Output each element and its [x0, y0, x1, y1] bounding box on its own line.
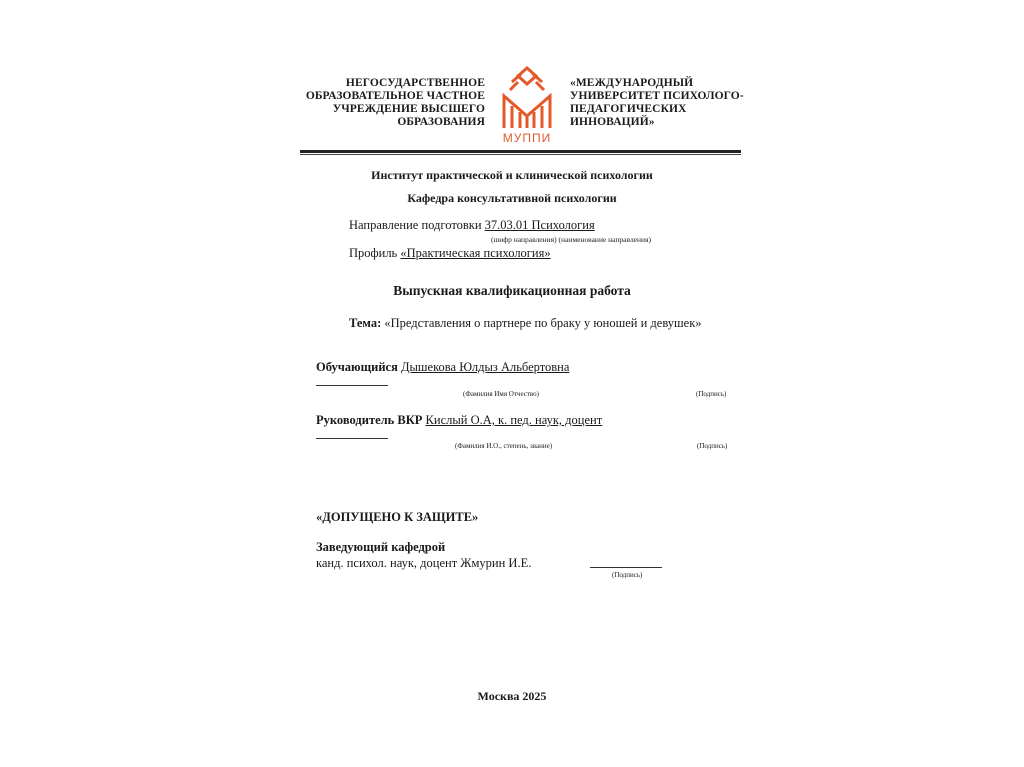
- university-name-block: [570, 77, 755, 129]
- topic-row: [349, 316, 702, 331]
- org-type-line: ОБРАЗОВАТЕЛЬНОЕ ЧАСТНОЕ: [305, 90, 485, 102]
- admitted-to-defense: «ДОПУЩЕНО К ЗАЩИТЕ»: [316, 510, 479, 524]
- topic-label: Тема:: [349, 316, 382, 330]
- student-sign-hint: (Подпись): [696, 390, 727, 398]
- institute-name: Институт практической и клинической психологии: [371, 168, 653, 182]
- supervisor-label: Руководитель ВКР: [316, 413, 423, 427]
- header-divider: [300, 150, 741, 153]
- org-type-line: ОБРАЗОВАНИЯ: [397, 116, 485, 128]
- profile-value: «Практическая психология»: [400, 246, 551, 260]
- university-name-line: «МЕЖДУНАРОДНЫЙ: [570, 77, 694, 89]
- head-sign-hint: (Подпись): [612, 571, 643, 579]
- header-divider-thin: [300, 154, 741, 155]
- work-title: Выпускная квалификационная работа: [393, 283, 631, 298]
- university-name-line: ПЕДАГОГИЧЕСКИХ: [570, 103, 687, 115]
- supervisor-signature-line: [316, 438, 388, 439]
- city-year: Москва 2025: [477, 689, 547, 703]
- direction-row: [349, 218, 595, 233]
- topic-value: «Представления о партнере по браку у юношей и девушек»: [384, 316, 702, 330]
- direction-hint: (шифр направления) (наименование направления): [491, 235, 651, 244]
- student-name: Дышекова Юлдыз Альбертовна: [401, 360, 570, 374]
- student-row: [316, 360, 569, 375]
- student-name-hint: (Фамилия Имя Отчество): [463, 390, 539, 398]
- logo-caption: МУППИ: [502, 131, 552, 145]
- org-type-line: УЧРЕЖДЕНИЕ ВЫСШЕГО: [332, 103, 485, 115]
- profile-row: [349, 246, 551, 261]
- supervisor-name-hint: (Фамилия И.О., степень, звание): [455, 442, 553, 450]
- profile-label: Профиль: [349, 246, 398, 260]
- head-signature-line: [590, 567, 662, 568]
- head-of-department-name: канд. психол. наук, доцент Жмурин И.Е.: [316, 556, 532, 570]
- supervisor-name: Кислый О.А, к. пед. наук, доцент: [425, 413, 603, 427]
- head-of-department-label: Заведующий кафедрой: [316, 540, 446, 554]
- university-name-line: УНИВЕРСИТЕТ ПСИХОЛОГО-: [570, 90, 744, 102]
- direction-label: Направление подготовки: [349, 218, 482, 232]
- university-name-line: ИННОВАЦИЙ»: [570, 116, 655, 128]
- direction-value: 37.03.01 Психология: [484, 218, 595, 232]
- supervisor-sign-hint: (Подпись): [697, 442, 728, 450]
- department-name: Кафедра консультативной психологии: [407, 191, 617, 205]
- supervisor-row: [316, 413, 602, 428]
- org-type-block: [300, 77, 485, 129]
- student-label: Обучающийся: [316, 360, 398, 374]
- student-signature-line: [316, 385, 388, 386]
- org-type-line: НЕГОСУДАРСТВЕННОЕ: [345, 77, 485, 89]
